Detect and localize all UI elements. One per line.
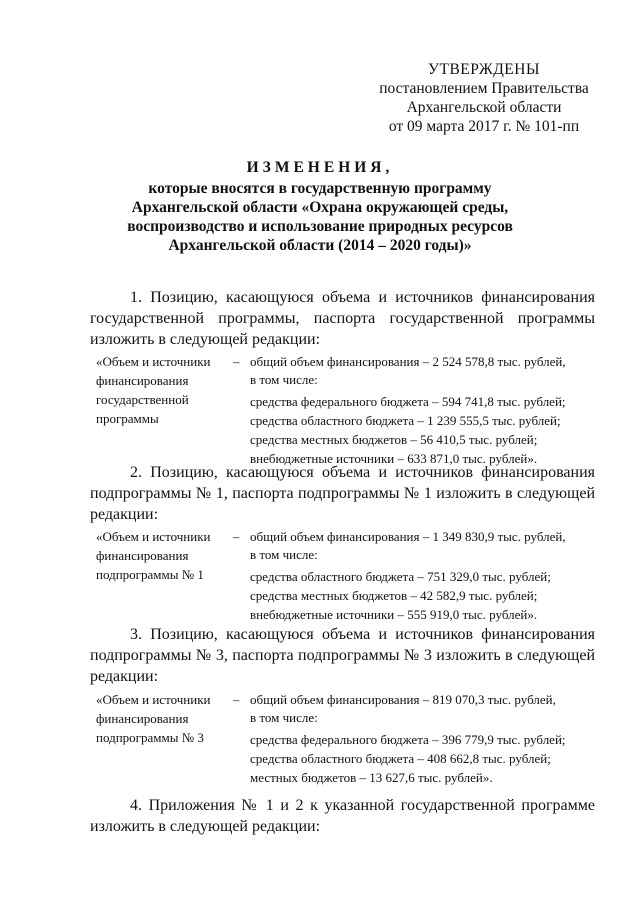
block-values: [250, 527, 580, 624]
paragraph-item-4: 4. Приложения № 1 и 2 к указанной государственной программе изложить в следующей редакции:: [90, 797, 595, 835]
heading-line: воспроизводство и использование природных ресурсов: [127, 218, 513, 235]
heading-title: ИЗМЕНЕНИЯ,: [246, 159, 394, 176]
value-line: средства местных бюджетов – 42 582,9 тыс. рублей;: [250, 588, 538, 603]
value-line: средства федерального бюджета – 396 779,9 тыс. рублей;: [250, 732, 566, 747]
block-dash: –: [233, 529, 240, 544]
value-line: внебюджетные источники – 633 871,0 тыс. рублей».: [250, 451, 538, 466]
approval-line: Архангельской области: [406, 99, 562, 116]
label-line: государственной: [96, 392, 189, 407]
value-line: в том числе:: [250, 372, 318, 387]
label-line: «Объем и источники: [96, 529, 211, 544]
label-line: программы: [96, 411, 159, 426]
value-line: общий объем финансирования – 2 524 578,8 тыс. рублей,: [250, 354, 566, 369]
paragraph-item-1: 1. Позицию, касающуюся объема и источников финансирования государственной программы, паспорта государственной программы изложить в следующей редакции:: [90, 289, 595, 348]
label-line: финансирования: [96, 548, 189, 563]
block-values: [250, 690, 580, 787]
label-line: финансирования: [96, 711, 189, 726]
paragraph-item-3: 3. Позицию, касающуюся объема и источников финансирования подпрограммы № 3, паспорта подпрограммы № 3 изложить в следующей редакции:: [90, 626, 595, 685]
approval-stamp: [374, 60, 594, 136]
value-line: средства областного бюджета – 1 239 555,5 тыс. рублей;: [250, 413, 561, 428]
label-line: финансирования: [96, 373, 189, 388]
value-line: средства областного бюджета – 408 662,8 тыс. рублей;: [250, 751, 551, 766]
block-dash: –: [233, 692, 240, 707]
block-dash: –: [233, 354, 240, 369]
approval-line: от 09 марта 2017 г. № 101-пп: [388, 118, 580, 135]
label-line: «Объем и источники: [96, 692, 211, 707]
heading-line: Архангельской области (2014 – 2020 годы)»: [168, 237, 472, 254]
block-label: [96, 690, 226, 747]
value-line: средства областного бюджета – 751 329,0 тыс. рублей;: [250, 569, 551, 584]
block-label: [96, 352, 226, 428]
paragraph-item-2: 2. Позицию, касающуюся объема и источников финансирования подпрограммы № 1, паспорта подпрограммы № 1 изложить в следующей редакции:: [90, 464, 595, 523]
block-label: [96, 527, 226, 584]
approval-line: постановлением Правительства: [379, 80, 589, 97]
value-line: местных бюджетов – 13 627,6 тыс. рублей».: [250, 770, 493, 785]
label-line: подпрограммы № 1: [96, 567, 204, 582]
value-line: средства местных бюджетов – 56 410,5 тыс. рублей;: [250, 432, 538, 447]
value-line: внебюджетные источники – 555 919,0 тыс. рублей».: [250, 607, 538, 622]
heading-line: Архангельской области «Охрана окружающей среды,: [131, 199, 509, 216]
value-line: общий объем финансирования – 819 070,3 тыс. рублей,: [250, 692, 556, 707]
document-heading: [90, 158, 550, 255]
label-line: «Объем и источники: [96, 354, 211, 369]
value-line: средства федерального бюджета – 594 741,8 тыс. рублей;: [250, 394, 566, 409]
approval-title: УТВЕРЖДЕНЫ: [428, 61, 540, 78]
value-line: общий объем финансирования – 1 349 830,9 тыс. рублей,: [250, 529, 566, 544]
value-line: в том числе:: [250, 547, 318, 562]
label-line: подпрограммы № 3: [96, 730, 204, 745]
block-values: [250, 352, 580, 468]
heading-line: которые вносятся в государственную программу: [148, 180, 492, 197]
value-line: в том числе:: [250, 710, 318, 725]
